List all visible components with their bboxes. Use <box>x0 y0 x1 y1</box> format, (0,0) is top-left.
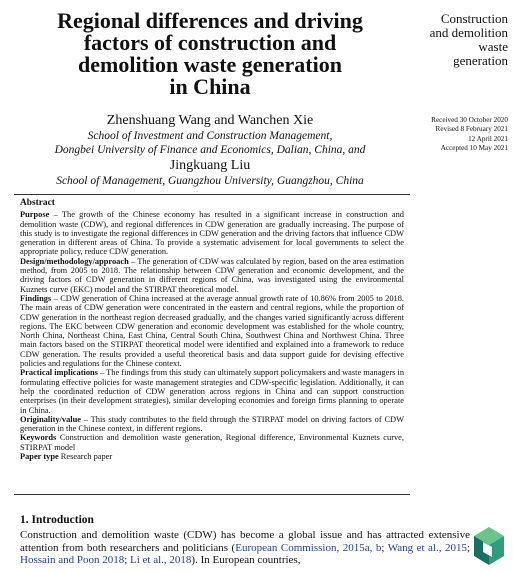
abstract-purpose <box>20 210 404 256</box>
revised-date: Revised 8 February 2021 <box>435 125 508 134</box>
citation-link[interactable]: Wang et al., 2015 <box>387 541 467 554</box>
running-header <box>420 12 508 68</box>
citation-link[interactable]: Li et al., 2018 <box>130 554 192 567</box>
section-label: Paper type <box>20 452 59 462</box>
body-text: ; <box>124 554 131 567</box>
introduction-section <box>20 514 470 567</box>
publisher-logo-icon <box>472 525 506 569</box>
abstract-top-rule <box>14 194 410 195</box>
author-affiliation: School of Management, Guangzhou University, Guangzhou, China <box>56 175 364 187</box>
revised-date: 12 April 2021 <box>468 134 508 143</box>
accepted-date: Accepted 10 May 2021 <box>440 143 508 152</box>
abstract-findings <box>20 294 404 368</box>
citation-link[interactable]: Hossain and Poon 2018 <box>20 554 125 567</box>
section-text: – The findings from this study can ultimately support policymakers and waste managers in formulating effective policies for waste management strategies and CDW-specific legislation. Additionally, it can help the coordinated reduction of CDW generation across regions in China and can support construction enterprises (in their development strategies), similar developing economies and foreign firms planning to operate in China. <box>20 368 405 415</box>
body-text: ). In European countries, <box>191 554 301 567</box>
abstract-paper-type <box>20 452 404 461</box>
running-header-line: generation <box>453 53 508 68</box>
intro-paragraph <box>20 529 470 566</box>
title-line: factors of construction and <box>83 30 337 55</box>
abstract-keywords <box>20 433 404 452</box>
section-text: Research paper <box>58 452 113 462</box>
abstract-practical <box>20 368 404 414</box>
abstract-originality <box>20 415 404 434</box>
section-label: Findings <box>20 293 52 303</box>
section-label: Keywords <box>20 433 57 443</box>
section-text: – CDW generation of China increased at the average annual growth rate of 10.86% from 2005 to 2018. The main areas of CDW generation were concentrated in the eastern and central regions, while the proportion of CDW generation in the northeast region decreased gradually, and the changes varied significantly across different regions. The EKC between CDW generation and economic development was established for the whole country, North China, Northeast China, East China, Central South China, Southwest China and Northwest China. Three main factors based on the STIRPAT theoretical model were identified and explained into a framework to reduce CDW generation. The results provided a useful theoretical basis and data support guide for devising effective policies and regulations for the Chinese context. <box>20 293 404 369</box>
section-heading: 1. Introduction <box>20 514 94 526</box>
title-line: Regional differences and driving <box>57 8 363 33</box>
citation-link[interactable]: European Commission, 2015a, b <box>235 541 382 554</box>
body-text: Construction and demolition waste (CDW) has become a global issue and has attracted extensive attention from both researchers and politicians ( <box>20 529 470 554</box>
title-line: demolition waste generation <box>78 52 342 77</box>
abstract-block <box>20 199 404 461</box>
section-text: – The generation of CDW was calculated by region, based on the area estimation method, from 2005 to 2018. The relationship between CDW generation and economic development, and the driving factors of CDW generation in different regions of China, was investigated using the environmental Kuznets curve (EKC) model and the STIRPAT theoretical model. <box>20 256 404 294</box>
body-text: ; <box>381 541 388 554</box>
running-header-line: waste <box>478 39 508 54</box>
author-block <box>14 112 406 188</box>
section-label: Practical implications <box>20 368 98 378</box>
section-text: – This study contributes to the field through the STIRPAT model on driving factors of CDW generation in the Chinese context, in different regions. <box>20 414 404 434</box>
author-affiliation: School of Investment and Construction Management, <box>87 130 333 142</box>
section-text: – The growth of the Chinese economy has resulted in a significant increase in construction and demolition waste (CDW), and regional differences in CDW generation are gradually increasing. The purpose of this study is to investigate the regional differences in CDW generation and the driving factors that influence CDW generation in different areas of China. To provide a systematic advisement for local governments to select the appropriate policy, reduce CDW generation. <box>20 210 404 257</box>
author-names: Zhenshuang Wang and Wanchen Xie <box>106 113 314 128</box>
received-date: Received 30 October 2020 <box>431 116 508 124</box>
body-text: ; <box>466 541 471 554</box>
history-dates <box>418 116 508 153</box>
title-line: in China <box>169 74 251 99</box>
abstract-bottom-rule <box>14 494 410 495</box>
section-label: Design/methodology/approach <box>20 256 129 266</box>
author-names: Jingkuang Liu <box>169 158 251 173</box>
running-header-line: Construction <box>440 11 508 26</box>
section-text: Construction and demolition waste generation, Regional difference, Environmental Kuznets curve, STIRPAT model <box>20 433 404 452</box>
section-label: Originality/value <box>20 414 81 424</box>
abstract-heading: Abstract <box>20 198 55 208</box>
abstract-design <box>20 257 404 294</box>
author-affiliation: Dongbei University of Finance and Economics, Dalian, China, and <box>54 144 366 156</box>
section-label: Purpose <box>20 210 50 220</box>
running-header-line: and demolition <box>429 25 508 40</box>
article-title <box>14 10 406 98</box>
